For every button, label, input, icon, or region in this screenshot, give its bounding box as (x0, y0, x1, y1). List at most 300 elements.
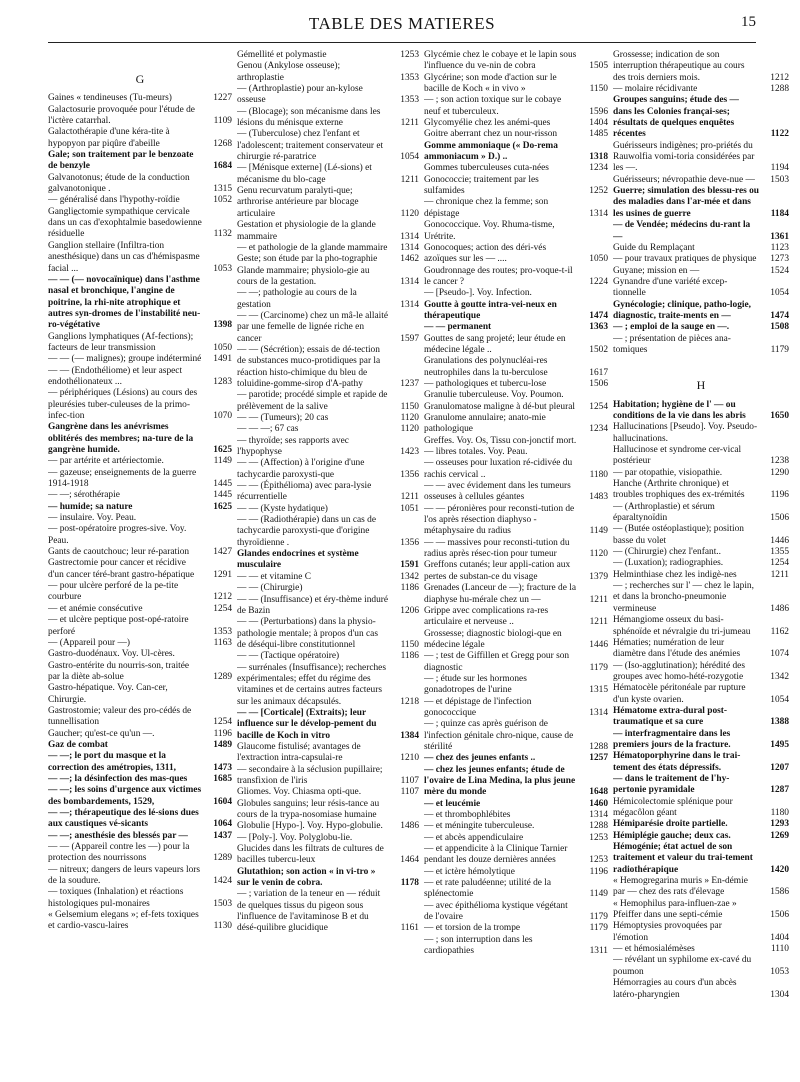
index-entry (48, 774, 232, 785)
index-entry (48, 683, 232, 706)
index-entry (48, 581, 232, 604)
index-entry (48, 456, 232, 467)
entry-text: Gonocoques; action des déri-vés azoïques sur les — .... (424, 242, 547, 265)
index-entry (48, 910, 232, 933)
entry-text: — (Arthroplastie) et sérum éparaltynoïdin (613, 501, 715, 524)
index-entry (237, 515, 419, 549)
index-entry (48, 354, 232, 365)
entry-text: « Gelsemium elegans »; ef-fets toxiques et cardio-vascu-laires (48, 910, 199, 932)
entry-page-ref: 1398 (213, 320, 232, 331)
index-entry (613, 558, 789, 569)
header-rule (48, 42, 756, 43)
entry-page-ref: 1051 (400, 503, 419, 514)
index-entry (48, 422, 232, 456)
index-entry (48, 604, 232, 615)
page-header (48, 10, 756, 38)
entry-text: — (Iso-agglutination); hérédité des groupes avec homo-hété-rozygotie (613, 660, 745, 682)
entry-page-ref: 1074 (770, 649, 789, 660)
entry-page-ref: 1290 (770, 467, 789, 478)
entry-text: Galvanotonus; étude de la conduction galvanotonique . (48, 172, 190, 195)
entry-page-ref: 1506 (770, 513, 789, 524)
index-entry (48, 887, 232, 910)
entry-page-ref: 1291 (213, 569, 232, 580)
entry-text: Guérisseurs indigènes; pro-priétés du Rauwolfia vomi-toria considérées par les —. (613, 140, 755, 174)
entry-text: Hématocèle péritonéale par rupture d'un kyste ovarien. (613, 683, 746, 705)
entry-text: — parotide; procédé simple et rapide de prélèvement de la salive (237, 390, 388, 412)
entry-page-ref: 1506 (589, 378, 608, 389)
index-entry (613, 322, 789, 333)
index-entry (424, 458, 608, 481)
index-entry (613, 186, 789, 220)
entry-page-ref: 1050 (589, 254, 608, 265)
entry-text: — surrénales (Insuffisance); recherches expérimentales; effet du régime des vitamines et de certains autres facteurs sur les animaux décapsulés. (237, 662, 386, 707)
index-entry (237, 844, 419, 867)
entry-page-ref: 1355 (770, 547, 789, 558)
entry-page-ref: 1130 (213, 921, 232, 932)
entry-text: — (Luxation); radiographies. (613, 558, 724, 569)
entry-page-ref: 1524 (770, 265, 789, 276)
index-entry (613, 524, 789, 547)
entry-page-ref: 1224 (589, 276, 608, 287)
entry-page-ref: 1234 (589, 163, 608, 174)
index-entry (424, 821, 608, 832)
entry-text: Granulations des polynucléai-res neutrophiles dans la tu-berculose (424, 356, 548, 378)
entry-page-ref: 1483 (589, 492, 608, 503)
entry-page-ref: 1288 (770, 84, 789, 95)
entry-text: — — (Insuffisance) et éry-thème induré de Bazin (237, 594, 389, 616)
entry-page-ref: 1253 (589, 832, 608, 843)
index-entry (48, 649, 232, 660)
index-entry (424, 436, 608, 447)
entry-page-ref: 1597 (400, 333, 419, 344)
index-entry (237, 390, 419, 413)
index-entry (613, 445, 789, 468)
entry-text: — par artérite et artériectomie. (48, 456, 164, 467)
entry-page-ref: 1684 (213, 161, 232, 172)
entry-text: — et dépistage de l'infection gonococcique (424, 696, 532, 718)
entry-text: Granulome annulaire; anato-mie pathologique (424, 413, 546, 435)
entry-page-ref: 1180 (770, 808, 789, 818)
index-entry (613, 300, 789, 323)
index-entry (237, 254, 419, 265)
entry-page-ref: 1196 (770, 490, 789, 501)
index-entry (237, 787, 419, 798)
entry-text: Grippe avec complications ra-res articulaire et nerveuse .. (424, 605, 549, 628)
entry-text: — — —; 67 cas (237, 424, 299, 435)
entry-page-ref: 1304 (770, 989, 789, 1000)
entry-text: — interfragmentaire dans les premiers jours de la fracture. (613, 728, 731, 750)
entry-text: — — (Endothéliome) et leur aspect endothélionateux ... (48, 365, 183, 387)
index-entry (613, 243, 789, 254)
index-entry (237, 549, 419, 572)
index-entry (424, 935, 608, 958)
entry-page-ref: 1384 (400, 730, 419, 741)
entry-text: Geste; son étude par la pho-tographie (237, 254, 378, 265)
entry-text: — et torsion de la trompe (424, 923, 521, 934)
entry-text: — et ictère hémolytique (424, 866, 515, 877)
index-entry (48, 808, 232, 831)
entry-text: Gynandre d'une variété excep-tionnelle (613, 276, 728, 299)
index-entry (48, 513, 232, 524)
entry-page-ref: 1210 (400, 753, 419, 764)
index-entry (48, 275, 232, 332)
entry-text: — toxiques (Inhalation) et réactions histologiques pul-monaires (48, 887, 184, 909)
entry-page-ref: 1149 (589, 526, 608, 537)
index-entry (237, 651, 419, 662)
entry-text: Hanche (Arthrite chronique) et troubles trophiques des ex-trémités (613, 479, 745, 501)
entry-text: — ; son action toxique sur le cobaye neuf et tuberculeux. (424, 95, 562, 117)
entry-text: Granulie tuberculeuse. Voy. Poumon. (424, 390, 564, 401)
entry-text: Gaucher; qu'est-ce qu'un —. (48, 728, 155, 739)
index-entry (424, 334, 608, 357)
entry-page-ref: 1150 (400, 639, 419, 650)
index-entry (424, 402, 608, 413)
entry-text: Habitation; hygiène de l' — ou conditions de la vie dans les abris (613, 399, 746, 421)
entry-page-ref: 1315 (213, 184, 232, 195)
entry-page-ref: 1462 (400, 254, 419, 265)
index-entry (237, 821, 419, 832)
entry-page-ref: 1120 (589, 549, 608, 560)
entry-text: Gommes tuberculeuses cuta-nées (424, 163, 549, 174)
entry-page-ref: 1495 (770, 739, 789, 750)
entry-text: — [Pseudo-]. Voy. Infection. (424, 288, 532, 299)
index-entry (424, 379, 608, 390)
entry-page-ref: 1054 (400, 152, 419, 163)
entry-page-ref: 1486 (400, 821, 419, 832)
entry-page-ref: 1109 (213, 116, 232, 127)
entry-page-ref: 1206 (400, 605, 419, 616)
index-entry (424, 197, 608, 220)
index-entry (424, 300, 608, 323)
entry-page-ref: 1293 (770, 819, 789, 830)
index-entry (424, 50, 608, 73)
index-entry (613, 876, 789, 899)
index-entry (237, 107, 419, 130)
index-entry (237, 617, 419, 651)
entry-text: — humide; sa nature (48, 501, 133, 512)
index-entry (237, 481, 419, 504)
entry-page-ref: 1120 (400, 208, 419, 219)
index-entry (613, 422, 789, 445)
index-entry (424, 878, 608, 901)
index-entry (237, 50, 419, 61)
page-title: TABLE DES MATIERES (308, 14, 496, 33)
entry-text: Grossesse; indication de son interruption thérapeutique au cours des trois derniers mois. (613, 50, 745, 83)
index-entry (424, 322, 608, 333)
entry-text: — — (Sécrétion); essais de dé-tection de substances muco-protidiques par la réaction histo-chimique du bleu de toluidine-gomme-sirop d'A-pathy (237, 344, 381, 389)
index-entry (237, 84, 419, 107)
entry-page-ref: 1238 (770, 456, 789, 467)
entry-page-ref: 1311 (589, 946, 608, 957)
section-letter: H (696, 378, 706, 393)
entry-page-ref: 1179 (770, 344, 789, 355)
entry-text: — — (— novocaïnique) dans l'asthme nasal et bronchique, l'angine de poitrine, la rhi-nite atrophique et autres syn-dromes de l'instabilité neu-ro-végétative (48, 274, 201, 331)
index-entry (237, 663, 419, 708)
entry-text: Genou (Ankylose osseuse); arthroplastie (237, 61, 341, 83)
entry-text: Gastro-hépatique. Voy. Can-cer, Chirurgie. (48, 683, 168, 705)
entry-page-ref: 1288 (589, 821, 608, 832)
index-entry (613, 254, 789, 265)
entry-page-ref: 1503 (213, 898, 232, 909)
index-entry (424, 799, 608, 810)
index-entry (424, 753, 608, 764)
entry-text: — périphériques (Lésions) au cours des pleurésies tuber-culeuses de la primo-infec-tion (48, 388, 198, 421)
entry-text: Galactosurie provoquée pour l'étude de l'ictère catarrhal. (48, 104, 195, 127)
index-entry (424, 141, 608, 164)
entry-page-ref: 1064 (213, 819, 232, 830)
entry-page-ref: 1269 (770, 830, 789, 841)
entry-text: — [Poly-]. Voy. Polyglobu-lie. (237, 832, 353, 843)
index-entry (48, 638, 232, 649)
entry-page-ref: 1254 (770, 558, 789, 569)
entry-text: Gangrène dans les anévrismes oblitérés des membres; na-ture de la gangrène humide. (48, 422, 194, 455)
index-entry (424, 560, 608, 583)
entry-page-ref: 1474 (589, 310, 608, 321)
entry-text: Gastro-entérite du nourris-son, traitée par la diète ab-solue (48, 660, 190, 682)
entry-page-ref: 1227 (213, 93, 232, 104)
entry-page-ref: 1211 (400, 174, 419, 185)
entry-text: Granulomatose maligne à dé-but pleural (424, 401, 575, 412)
index-entry (424, 606, 608, 629)
entry-page-ref: 1107 (400, 776, 419, 786)
index-entry (48, 831, 232, 842)
entry-page-ref: 1361 (770, 231, 789, 242)
entry-text: Gomme ammoniaque (« Do-rema ammoniacum » D.) .. (424, 140, 558, 163)
entry-text: Glande mammaire; physiolo-gie au cours de la gestation. (237, 265, 370, 287)
entry-text: — et anémie consécutive (48, 603, 143, 614)
entry-page-ref: 1207 (770, 762, 789, 773)
entry-page-ref: 1184 (770, 208, 789, 219)
entry-text: — chez des jeunes enfants .. (424, 753, 536, 764)
index-entry (613, 751, 789, 774)
entry-text: — ; recherches sur l' — chez le lapin, et dans la broncho-pneumonie vermineuse (613, 581, 754, 614)
entry-text: — — (Tumeurs); 20 cas (237, 413, 329, 423)
entry-page-ref: 1122 (770, 129, 789, 140)
index-entry (424, 220, 608, 243)
entry-text: — ; variation de la teneur en — réduit de quelques tissus du pigeon sous l'influence de l'avitaminose B et du désé-quilibre glucidique (237, 889, 381, 934)
entry-page-ref: 1486 (770, 603, 789, 614)
index-entry (237, 833, 419, 844)
entry-text: Gaz de combat (48, 739, 108, 750)
entry-text: Glucides dans les filtrats de cultures de bacilles tubercu-leux (237, 844, 384, 866)
entry-page-ref: 1196 (589, 866, 608, 877)
entry-text: « Hemophilus para-influen-zae » Pfeiffer dans une septi-cémie (613, 898, 737, 921)
entry-text: Glutathion; son action « in vi-tro » sur le venin de cobra. (237, 866, 376, 889)
index-entry (613, 944, 789, 955)
entry-page-ref: 1194 (770, 163, 789, 174)
index-entry (237, 424, 419, 435)
index-entry (424, 243, 608, 266)
index-entry (48, 661, 232, 684)
entry-page-ref: 1314 (400, 242, 419, 253)
entry-text: — ; test de Giffillen et Gregg pour son diagnostic (424, 651, 570, 673)
entry-page-ref: 1289 (213, 671, 232, 682)
entry-page-ref: 1342 (400, 571, 419, 582)
entry-text: Greffons cutanés; leur appli-cation aux pertes de substan-ce du visage (424, 560, 571, 582)
entry-text: Gastro-duodénaux. Voy. Ul-cères. (48, 649, 175, 660)
entry-page-ref: 1491 (213, 354, 232, 365)
entry-page-ref: 1314 (589, 810, 608, 821)
index-entry (237, 243, 419, 254)
entry-page-ref: 1070 (213, 410, 232, 421)
index-entry (424, 765, 608, 799)
index-entry (613, 797, 789, 820)
entry-page-ref: 1211 (400, 492, 419, 503)
entry-text: Glaucome fistulisé; avantages de l'extraction intra-capsulai-re (237, 741, 361, 764)
entry-page-ref: 1314 (400, 231, 419, 242)
entry-text: — avec épithélioma kystique végétant de l'ovaire (424, 900, 568, 923)
entry-text: — chronique chez la femme; son dépistage (424, 197, 549, 219)
entry-text: Goitre aberrant chez un nour-risson (424, 129, 558, 140)
entry-text: — — (Perturbations) dans la physio-pathologie mentale; à propos d'un cas de déséqui-libre constitutionnel (237, 617, 378, 650)
entry-text: — et ulcère peptique post-opé-ratoire perforé (48, 615, 189, 637)
entry-page-ref: 1423 (400, 447, 419, 458)
entry-text: Gynécologie; clinique, patho-logie, diagnostic, traite-ments en — (613, 299, 752, 321)
entry-page-ref: 1287 (770, 785, 789, 796)
entry-text: — — (Chirurgie) (237, 583, 303, 594)
entry-page-ref: 1053 (770, 966, 789, 977)
entry-page-ref: 1254 (213, 603, 232, 614)
entry-text: — ; étude sur les hormones gonadotropes de l'urine (424, 673, 527, 696)
entry-page-ref: 1503 (770, 174, 789, 185)
index-entry (237, 583, 419, 594)
entry-text: Guérisseurs; névropathie deve-nue — (613, 174, 755, 185)
index-entry (424, 288, 608, 299)
entry-text: — — (Affection) à l'origine d'une tachycardie paroxysti-que (237, 458, 365, 480)
entry-page-ref: 1596 (589, 106, 608, 117)
entry-text: — — (Radiothérapie) dans un cas de tachycardie paroxysti-que d'origine thyroïdienne . (237, 515, 377, 548)
index-entry (424, 481, 608, 504)
entry-page-ref: 1356 (400, 469, 419, 480)
entry-page-ref: 1123 (770, 242, 789, 253)
entry-text: — de Vendée; médecins du-rant la — (613, 220, 751, 242)
index-entry (424, 697, 608, 720)
entry-text: — — (Tactique opératoire) (237, 651, 340, 662)
entry-page-ref: 1211 (589, 617, 608, 628)
index-entry (424, 719, 608, 753)
entry-page-ref: 1149 (213, 456, 232, 467)
entry-page-ref: 1161 (400, 923, 419, 934)
index-entry (613, 95, 789, 140)
entry-text: — par otopathie, visiopathie. (613, 467, 723, 478)
entry-page-ref: 1315 (589, 685, 608, 696)
index-entry (237, 742, 419, 765)
index-entry (613, 570, 789, 581)
entry-text: Goutte à goutte intra-vei-neux en thérapeutique (424, 299, 557, 321)
index-entry (613, 729, 789, 752)
entry-page-ref: 1150 (589, 84, 608, 95)
entry-page-ref: 1257 (589, 753, 608, 764)
entry-page-ref: 1650 (770, 410, 789, 421)
index-entry (424, 583, 608, 606)
entry-page-ref: 1120 (400, 413, 419, 423)
entry-text: Guide du Remplaçant (613, 242, 695, 253)
index-column-3 (424, 50, 608, 1075)
index-entry (237, 765, 419, 788)
entry-text: — osseuses pour luxation ré-cidivée du rachis cervical .. (424, 458, 573, 480)
entry-page-ref: 1446 (589, 639, 608, 650)
entry-page-ref: 1289 (213, 853, 232, 864)
index-entry (424, 175, 608, 198)
entry-page-ref: 1460 (589, 798, 608, 809)
entry-page-ref: 1404 (589, 118, 608, 129)
entry-text: — — permanent (424, 322, 492, 333)
entry-page-ref: 1446 (770, 535, 789, 546)
index-entry (237, 186, 419, 220)
entry-page-ref: 1353 (400, 72, 419, 83)
entry-page-ref: 1473 (213, 762, 232, 773)
index-entry (237, 799, 419, 822)
entry-page-ref: 1314 (400, 276, 419, 287)
entry-text: — — (— malignes); groupe indéterminé (48, 354, 202, 365)
index-entry (613, 220, 789, 243)
index-entry (424, 867, 608, 878)
entry-text: — — avec évidement dans les tumeurs osseuses à cellules géantes (424, 481, 571, 503)
entry-page-ref: 1586 (770, 887, 789, 898)
entry-text: Glycémie chez le cobaye et le lapin sous l'influence du ve-nin de cobra (424, 50, 577, 72)
entry-page-ref: 1314 (589, 208, 608, 219)
index-entry (237, 572, 419, 583)
entry-page-ref: 1212 (213, 592, 232, 603)
entry-text: — —; pathologie au cours de la gestation (237, 288, 357, 310)
index-entry (237, 288, 419, 311)
index-entry (613, 955, 789, 978)
entry-text: — (Blocage); son mécanisme dans les lésions du ménisque externe (237, 106, 381, 129)
index-entry (237, 595, 419, 618)
entry-text: Hémogénie; état actuel de son traitement et valeur du trai-tement radiothérapique (613, 842, 753, 875)
entry-text: — post-opératoire progres-sive. Voy. Peau. (48, 524, 187, 546)
index-entry (48, 468, 232, 491)
entry-text: Gonococcique. Voy. Rhuma-tisme, Urétrite. (424, 220, 555, 242)
entry-text: Gestation et physiologie de la glande mammaire (237, 220, 376, 242)
entry-page-ref: 1625 (213, 501, 232, 512)
index-entry (424, 504, 608, 538)
entry-page-ref: 1150 (400, 401, 419, 412)
index-entry (424, 538, 608, 561)
entry-text: Hallucinose et syndrome cer-vical postérieur (613, 445, 742, 467)
entry-text: — — (Kyste hydatique) (237, 503, 328, 514)
entry-page-ref: 1050 (213, 342, 232, 353)
entry-text: Gouttes de sang projeté; leur étude en médecine légale .. (424, 333, 566, 355)
entry-page-ref: 1464 (400, 855, 419, 866)
entry-text: — — massives pour reconsti-tution du radius après résec-tion pour tumeur (424, 537, 570, 560)
entry-page-ref: 1196 (213, 728, 232, 739)
entry-page-ref: 1437 (213, 830, 232, 841)
entry-text: — pour travaux pratiques de physique (613, 254, 757, 265)
entry-page-ref: 1107 (400, 787, 419, 798)
entry-text: Gastrostomie; valeur des pro-cédés de tunnellisation (48, 705, 192, 728)
index-entry (424, 390, 608, 401)
index-entry (237, 311, 419, 345)
entry-page-ref: 1253 (589, 855, 608, 866)
entry-text: « Hemogregarina muris » En-démie par — chez des rats d'élevage (613, 876, 748, 898)
entry-page-ref: 1237 (400, 378, 419, 389)
index-entry (48, 150, 232, 173)
index-entry (424, 413, 608, 436)
entry-page-ref: 1054 (770, 694, 789, 705)
index-entry (48, 751, 232, 774)
entry-text: — — [Corticale] (Extraits); leur influence sur le dévelop-pement du bacille de Koch in vitro (237, 707, 377, 741)
entry-page-ref: 1617 (589, 367, 608, 378)
entry-text: — et leucémie (424, 798, 481, 809)
entry-text: — et rate paludéenne; utilité de la splénectomie (424, 878, 552, 900)
page-number: 15 (741, 14, 756, 30)
index-entry (613, 842, 789, 876)
index-entry (424, 266, 608, 289)
index-entry (48, 388, 232, 422)
index-entry (424, 163, 608, 174)
index-entry (48, 241, 232, 275)
